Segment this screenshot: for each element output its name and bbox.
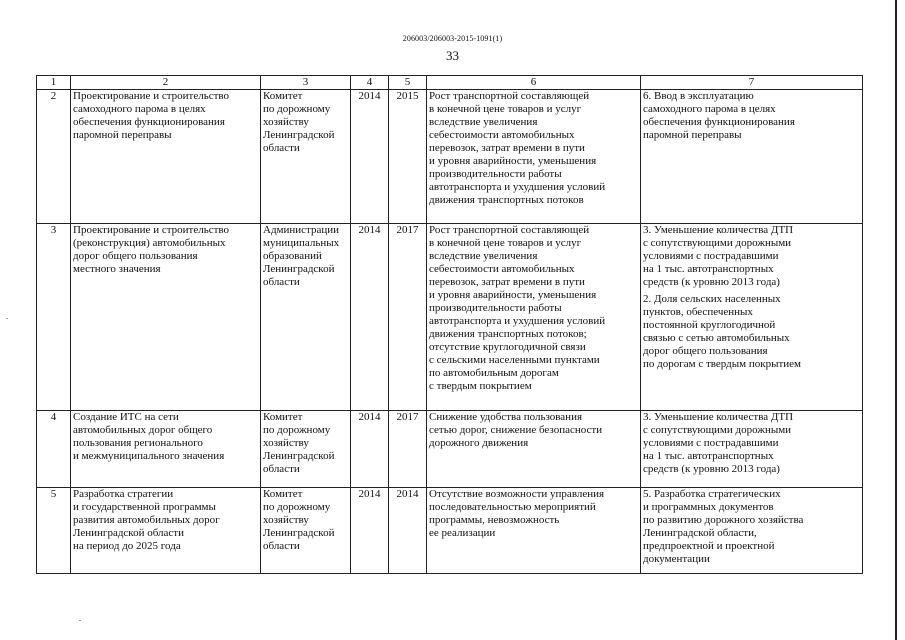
- executor-cell: Комитет по дорожному хозяйству Ленинградской области: [261, 488, 351, 574]
- end-year-cell: 2015: [389, 90, 427, 224]
- consequences-cell: Снижение удобства пользования сетью дорог, снижение безопасности дорожного движения: [427, 411, 641, 488]
- row-number: 4: [37, 411, 71, 488]
- indicator-2-text: 2. Доля сельских населенных пунктов, обеспеченных постоянной круглогодичной связью с сетью автомобильных дорог общего пользования по дорогам с твердым покрытием: [643, 293, 802, 370]
- row-number: 3: [37, 224, 71, 411]
- table-row: [37, 224, 863, 411]
- start-year-cell: 2014: [351, 90, 389, 224]
- start-year-cell: 2014: [351, 488, 389, 574]
- row-number: 2: [37, 90, 71, 224]
- page-number: 33: [446, 48, 459, 63]
- executor-cell: Администрации муниципальных образований Ленинградской области: [261, 224, 351, 411]
- end-year-cell: 2014: [389, 488, 427, 574]
- table-row: [37, 411, 863, 488]
- measure-cell: Создание ИТС на сети автомобильных дорог общего пользования регионального и межмуниципального значения: [71, 411, 261, 488]
- end-year-cell: 2017: [389, 224, 427, 411]
- column-header-5: 5: [389, 76, 427, 90]
- start-year-cell: 2014: [351, 224, 389, 411]
- consequences-cell: Рост транспортной составляющей в конечной цене товаров и услуг вследствие увеличения себестоимости автомобильных перевозок, затрат времени в пути и уровня аварийности, уменьшения производительности работы автотранспорта и ухудшения условий движения транспортных потоков; отсутствие круглогодичной связи с сельскими населенными пунктами по автомобильным дорогам с твердым покрытием: [427, 224, 641, 411]
- indicator-1-text: 3. Уменьшение количества ДТП с сопутствующими дорожными условиями с пострадавшими на 1 тыс. автотранспортных средств (к уровню 2013 года): [643, 224, 794, 288]
- measure-cell: Разработка стратегии и государственной программы развития автомобильных дорог Ленинградской области на период до 2025 года: [71, 488, 261, 574]
- document-id: 206003/206003-2015-1091(1): [402, 34, 503, 43]
- indicator-cell: 5. Разработка стратегических и программных документов по развитию дорожного хозяйства Ленинградской области, предпроектной и проектной документации: [641, 488, 863, 574]
- indicator-cell: 6. Ввод в эксплуатацию самоходного парома в целях обеспечения функционирования паромной переправы: [641, 90, 863, 224]
- consequences-cell: Рост транспортной составляющей в конечной цене товаров и услуг вследствие увеличения себестоимости автомобильных перевозок, затрат времени в пути и уровня аварийности, уменьшения производительности работы автотранспорта и ухудшения условий движения транспортных потоков: [427, 90, 641, 224]
- column-header-7: 7: [641, 76, 863, 90]
- end-year-cell: 2017: [389, 411, 427, 488]
- column-header-1: 1: [37, 76, 71, 90]
- page-edge-line: [895, 0, 897, 640]
- table-row: [37, 488, 863, 574]
- column-header-4: 4: [351, 76, 389, 90]
- table-row: [37, 90, 863, 224]
- measure-cell: Проектирование и строительство (реконструкция) автомобильных дорог общего пользования местного значения: [71, 224, 261, 411]
- consequences-cell: Отсутствие возможности управления последовательностью мероприятий программы, невозможность ее реализации: [427, 488, 641, 574]
- measures-table: [36, 75, 863, 574]
- indicator-cell: 3. Уменьшение количества ДТП с сопутствующими дорожными условиями с пострадавшими на 1 тыс. автотранспортных средств (к уровню 2013 года): [641, 411, 863, 488]
- indicator-cell: [641, 224, 863, 411]
- column-header-6: 6: [427, 76, 641, 90]
- column-header-2: 2: [71, 76, 261, 90]
- start-year-cell: 2014: [351, 411, 389, 488]
- column-number-row: [37, 76, 863, 90]
- column-header-3: 3: [261, 76, 351, 90]
- scan-speck: [79, 620, 81, 621]
- measure-cell: Проектирование и строительство самоходного парома в целях обеспечения функционирования паромной переправы: [71, 90, 261, 224]
- executor-cell: Комитет по дорожному хозяйству Ленинградской области: [261, 411, 351, 488]
- scan-speck: [6, 318, 8, 319]
- executor-cell: Комитет по дорожному хозяйству Ленинградской области: [261, 90, 351, 224]
- row-number: 5: [37, 488, 71, 574]
